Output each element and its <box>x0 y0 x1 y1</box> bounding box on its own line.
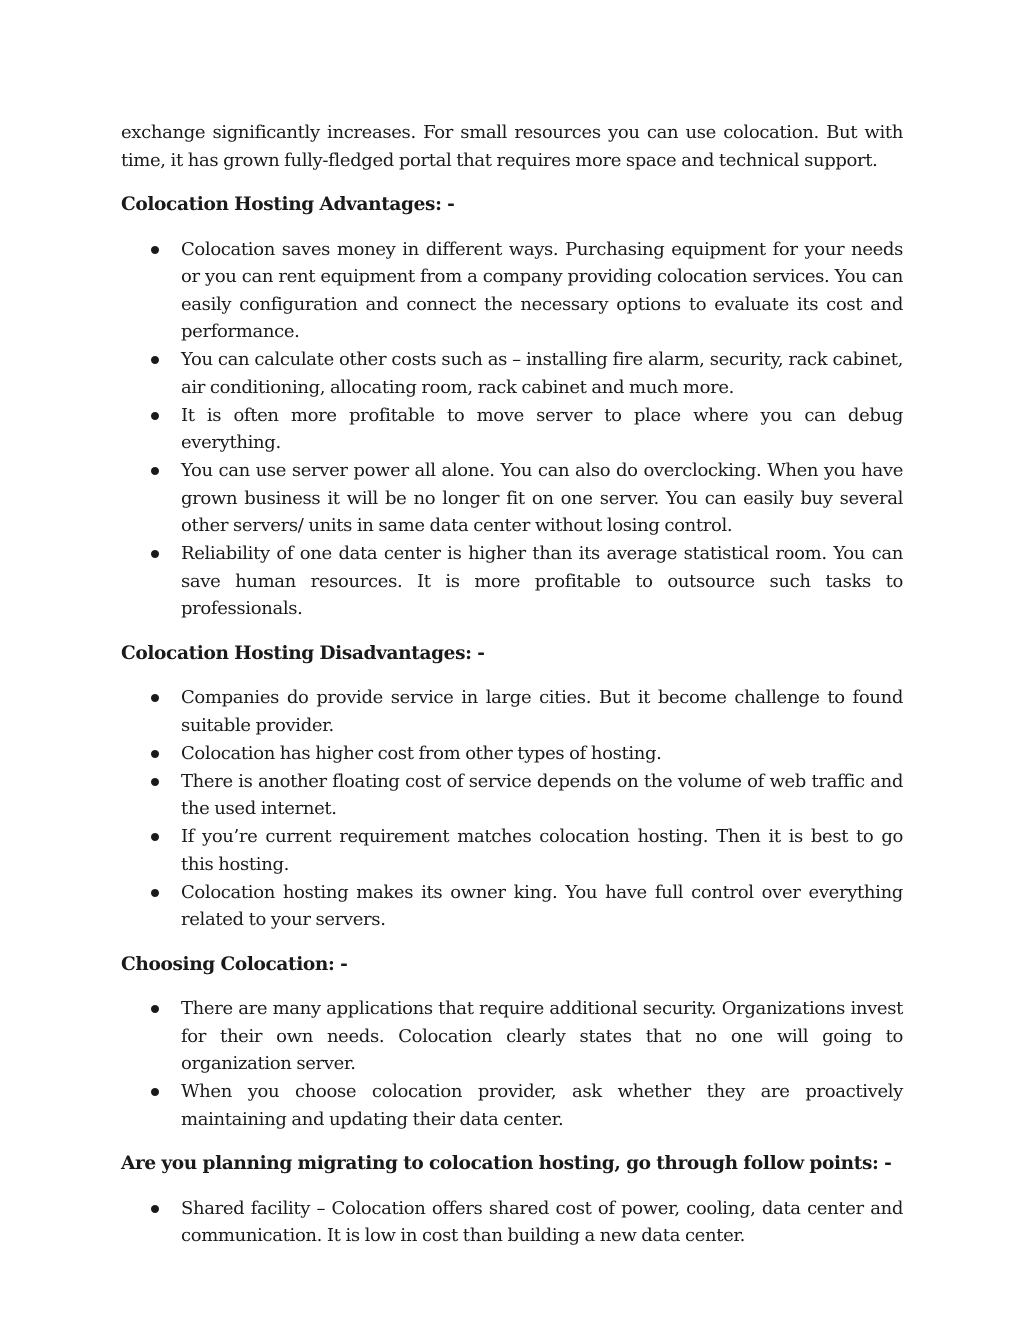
list-item <box>121 684 903 739</box>
bullet-icon <box>151 550 159 558</box>
bullet-icon <box>151 694 159 702</box>
bullet-icon <box>151 750 159 758</box>
list-item-text: There is another floating cost of service depends on the volume of web traffic and the used internet. <box>181 770 903 819</box>
list-item <box>121 740 903 768</box>
list-item <box>121 879 903 934</box>
migration-list <box>121 1195 903 1250</box>
document-page <box>121 119 903 1267</box>
disadvantages-list <box>121 684 903 934</box>
list-item-text: Colocation has higher cost from other types of hosting. <box>181 742 662 764</box>
list-item <box>121 540 903 623</box>
list-item <box>121 457 903 540</box>
list-item-text: There are many applications that require additional security. Organizations invest for their own needs. Colocation clearly states that no one will going to organization server. <box>181 998 903 1074</box>
bullet-icon <box>151 412 159 420</box>
list-item-text: When you choose colocation provider, ask whether they are proactively maintaining and updating their data center. <box>181 1081 903 1130</box>
heading-disadvantages: Colocation Hosting Disadvantages: - <box>121 642 485 664</box>
heading-advantages: Colocation Hosting Advantages: - <box>121 194 455 215</box>
choosing-list <box>121 995 903 1133</box>
bullet-icon <box>151 246 159 254</box>
list-item <box>121 402 903 457</box>
bullet-icon <box>151 1088 159 1096</box>
list-item-text: You can use server power all alone. You can also do overclocking. When you have grown business it will be no longer fit on one server. You can easily buy several other servers/ units in same data center without losing control. <box>181 460 903 536</box>
list-item <box>121 236 903 346</box>
heading-migration: Are you planning migrating to colocation hosting, go through follow points: - <box>121 1153 892 1174</box>
list-item <box>121 1195 903 1250</box>
list-item-text: Companies do provide service in large cities. But it become challenge to found suitable provider. <box>181 687 903 736</box>
list-item-text: Colocation saves money in different ways. Purchasing equipment for your needs or you can rent equipment from a company providing colocation services. You can easily configuration and connect the necessary options to evaluate its cost and performance. <box>181 238 903 342</box>
list-item <box>121 768 903 823</box>
advantages-list <box>121 236 903 623</box>
list-item <box>121 823 903 878</box>
list-item <box>121 1078 903 1133</box>
heading-choosing-colocation: Choosing Colocation: - <box>121 953 348 975</box>
list-item-text: Shared facility – Colocation offers shared cost of power, cooling, data center and communication. It is low in cost than building a new data center. <box>181 1197 903 1246</box>
list-item-text: You can calculate other costs such as – installing fire alarm, security, rack cabinet, air conditioning, allocating room, rack cabinet and much more. <box>181 349 903 398</box>
list-item-text: It is often more profitable to move server to place where you can debug everything. <box>181 404 903 453</box>
bullet-icon <box>151 889 159 897</box>
bullet-icon <box>151 467 159 475</box>
bullet-icon <box>151 1205 159 1213</box>
bullet-icon <box>151 356 159 364</box>
list-item-text: Colocation hosting makes its owner king. You have full control over everything related to your servers. <box>181 881 903 930</box>
list-item-text: Reliability of one data center is higher than its average statistical room. You can save human resources. It is more profitable to outsource such tasks to professionals. <box>181 543 903 619</box>
bullet-icon <box>151 778 159 786</box>
list-item <box>121 346 903 401</box>
bullet-icon <box>151 833 159 841</box>
bullet-icon <box>151 1005 159 1013</box>
list-item-text: If you’re current requirement matches colocation hosting. Then it is best to go this hosting. <box>181 826 903 875</box>
intro-paragraph: exchange significantly increases. For small resources you can use colocation. But with time, it has grown fully-fledged portal that requires more space and technical support. <box>121 122 903 171</box>
list-item <box>121 995 903 1078</box>
